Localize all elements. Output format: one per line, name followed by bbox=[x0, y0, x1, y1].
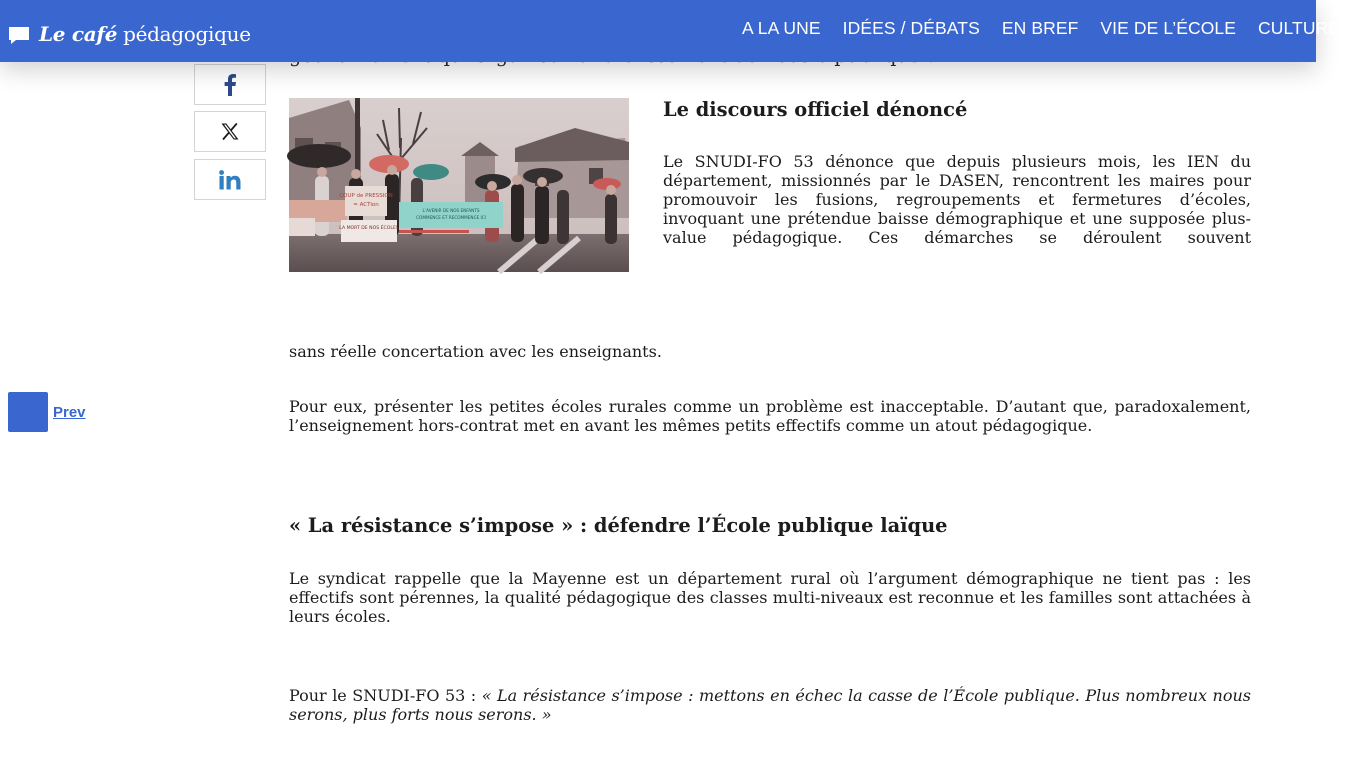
share-facebook-button[interactable] bbox=[194, 64, 266, 105]
quote-lead: Pour le SNUDI-FO 53 : bbox=[289, 686, 482, 705]
logo-text-le-cafe: Le café bbox=[39, 22, 118, 46]
paragraph-mayenne: Le syndicat rappelle que la Mayenne est un département rural où l’argument démographique ne tient pas : les effectifs sont pérennes, la qualité pédagogique des classes multi-niveaux est reconnue et les familles sont attachées à leurs écoles. bbox=[289, 569, 1251, 626]
share-linkedin-button[interactable] bbox=[194, 159, 266, 200]
paragraph-side bbox=[663, 152, 1251, 247]
speech-bubble-icon bbox=[8, 26, 30, 46]
section-heading-block-2 bbox=[289, 514, 1251, 537]
section-heading-resistance: « La résistance s’impose » : défendre l’École publique laïque bbox=[289, 514, 948, 537]
nav-item-a-la-une[interactable]: A LA UNE bbox=[742, 17, 821, 38]
banner-text-2: LA MORT DE NOS ÉCOLES bbox=[339, 226, 399, 231]
banner-text-3: L’AVENIR DE NOS ENFANTS bbox=[422, 208, 480, 213]
svg-text:COMMENCE ET RECOMMENCE ICI: COMMENCE ET RECOMMENCE ICI bbox=[416, 215, 486, 220]
nav-item-culture[interactable]: CULTURE bbox=[1258, 17, 1341, 38]
paragraph-continuation-block bbox=[289, 342, 1251, 361]
article-photo bbox=[289, 98, 629, 272]
site-header bbox=[0, 0, 1341, 62]
paragraph-quote bbox=[289, 686, 1251, 724]
quote-text: « La résistance s’impose : mettons en échec la casse de l’École publique. Plus nombreux nous serons, plus forts nous serons. » bbox=[289, 686, 1251, 724]
nav-item-vie-de-l-ecole[interactable]: VIE DE L’ÉCOLE bbox=[1100, 17, 1237, 38]
paragraph-block-4 bbox=[289, 686, 1251, 724]
x-twitter-icon bbox=[221, 123, 239, 140]
prev-link[interactable]: Prev bbox=[53, 404, 86, 421]
prev-thumbnail[interactable] bbox=[8, 392, 48, 432]
section-heading-block bbox=[663, 98, 1251, 121]
paragraph-petites-ecoles: Pour eux, présenter les petites écoles rurales comme un problème est inacceptable. D’autant que, paradoxalement, l’enseignement hors-contrat met en avant les mêmes petits effectifs comme un atout pédagogique. bbox=[289, 397, 1251, 435]
facebook-icon bbox=[223, 74, 237, 96]
paragraph-snudi-denonce: Le SNUDI-FO 53 dénonce que depuis plusieurs mois, les IEN du département, missionnés par le DASEN, rencontrent les maires pour promouvoir les fusions, regroupements et fermetures d’écoles, invoquant une prétendue baisse démographique et une supposée plus-value pédagogique. Ces démarches se déroulent souvent bbox=[663, 152, 1251, 247]
paragraph-block-3 bbox=[289, 569, 1251, 626]
share-x-button[interactable] bbox=[194, 111, 266, 152]
main-nav bbox=[742, 0, 1362, 56]
paragraph-continuation: sans réelle concertation avec les enseignants. bbox=[289, 342, 662, 361]
protest-photo-illustration bbox=[289, 98, 629, 272]
linkedin-icon bbox=[219, 170, 241, 190]
nav-item-en-bref[interactable]: EN BREF bbox=[1001, 17, 1079, 38]
nav-item-idees-debats[interactable]: IDÉES / DÉBATS bbox=[842, 17, 980, 38]
site-logo[interactable] bbox=[8, 20, 251, 48]
svg-text:= ACTion: = ACTion bbox=[353, 202, 379, 208]
logo-text-pedagogique: pédagogique bbox=[123, 22, 251, 46]
banner-text-1: COUP de PRESSION bbox=[339, 193, 393, 199]
section-heading-discours: Le discours officiel dénoncé bbox=[663, 98, 968, 121]
paragraph-block-2 bbox=[289, 397, 1251, 435]
